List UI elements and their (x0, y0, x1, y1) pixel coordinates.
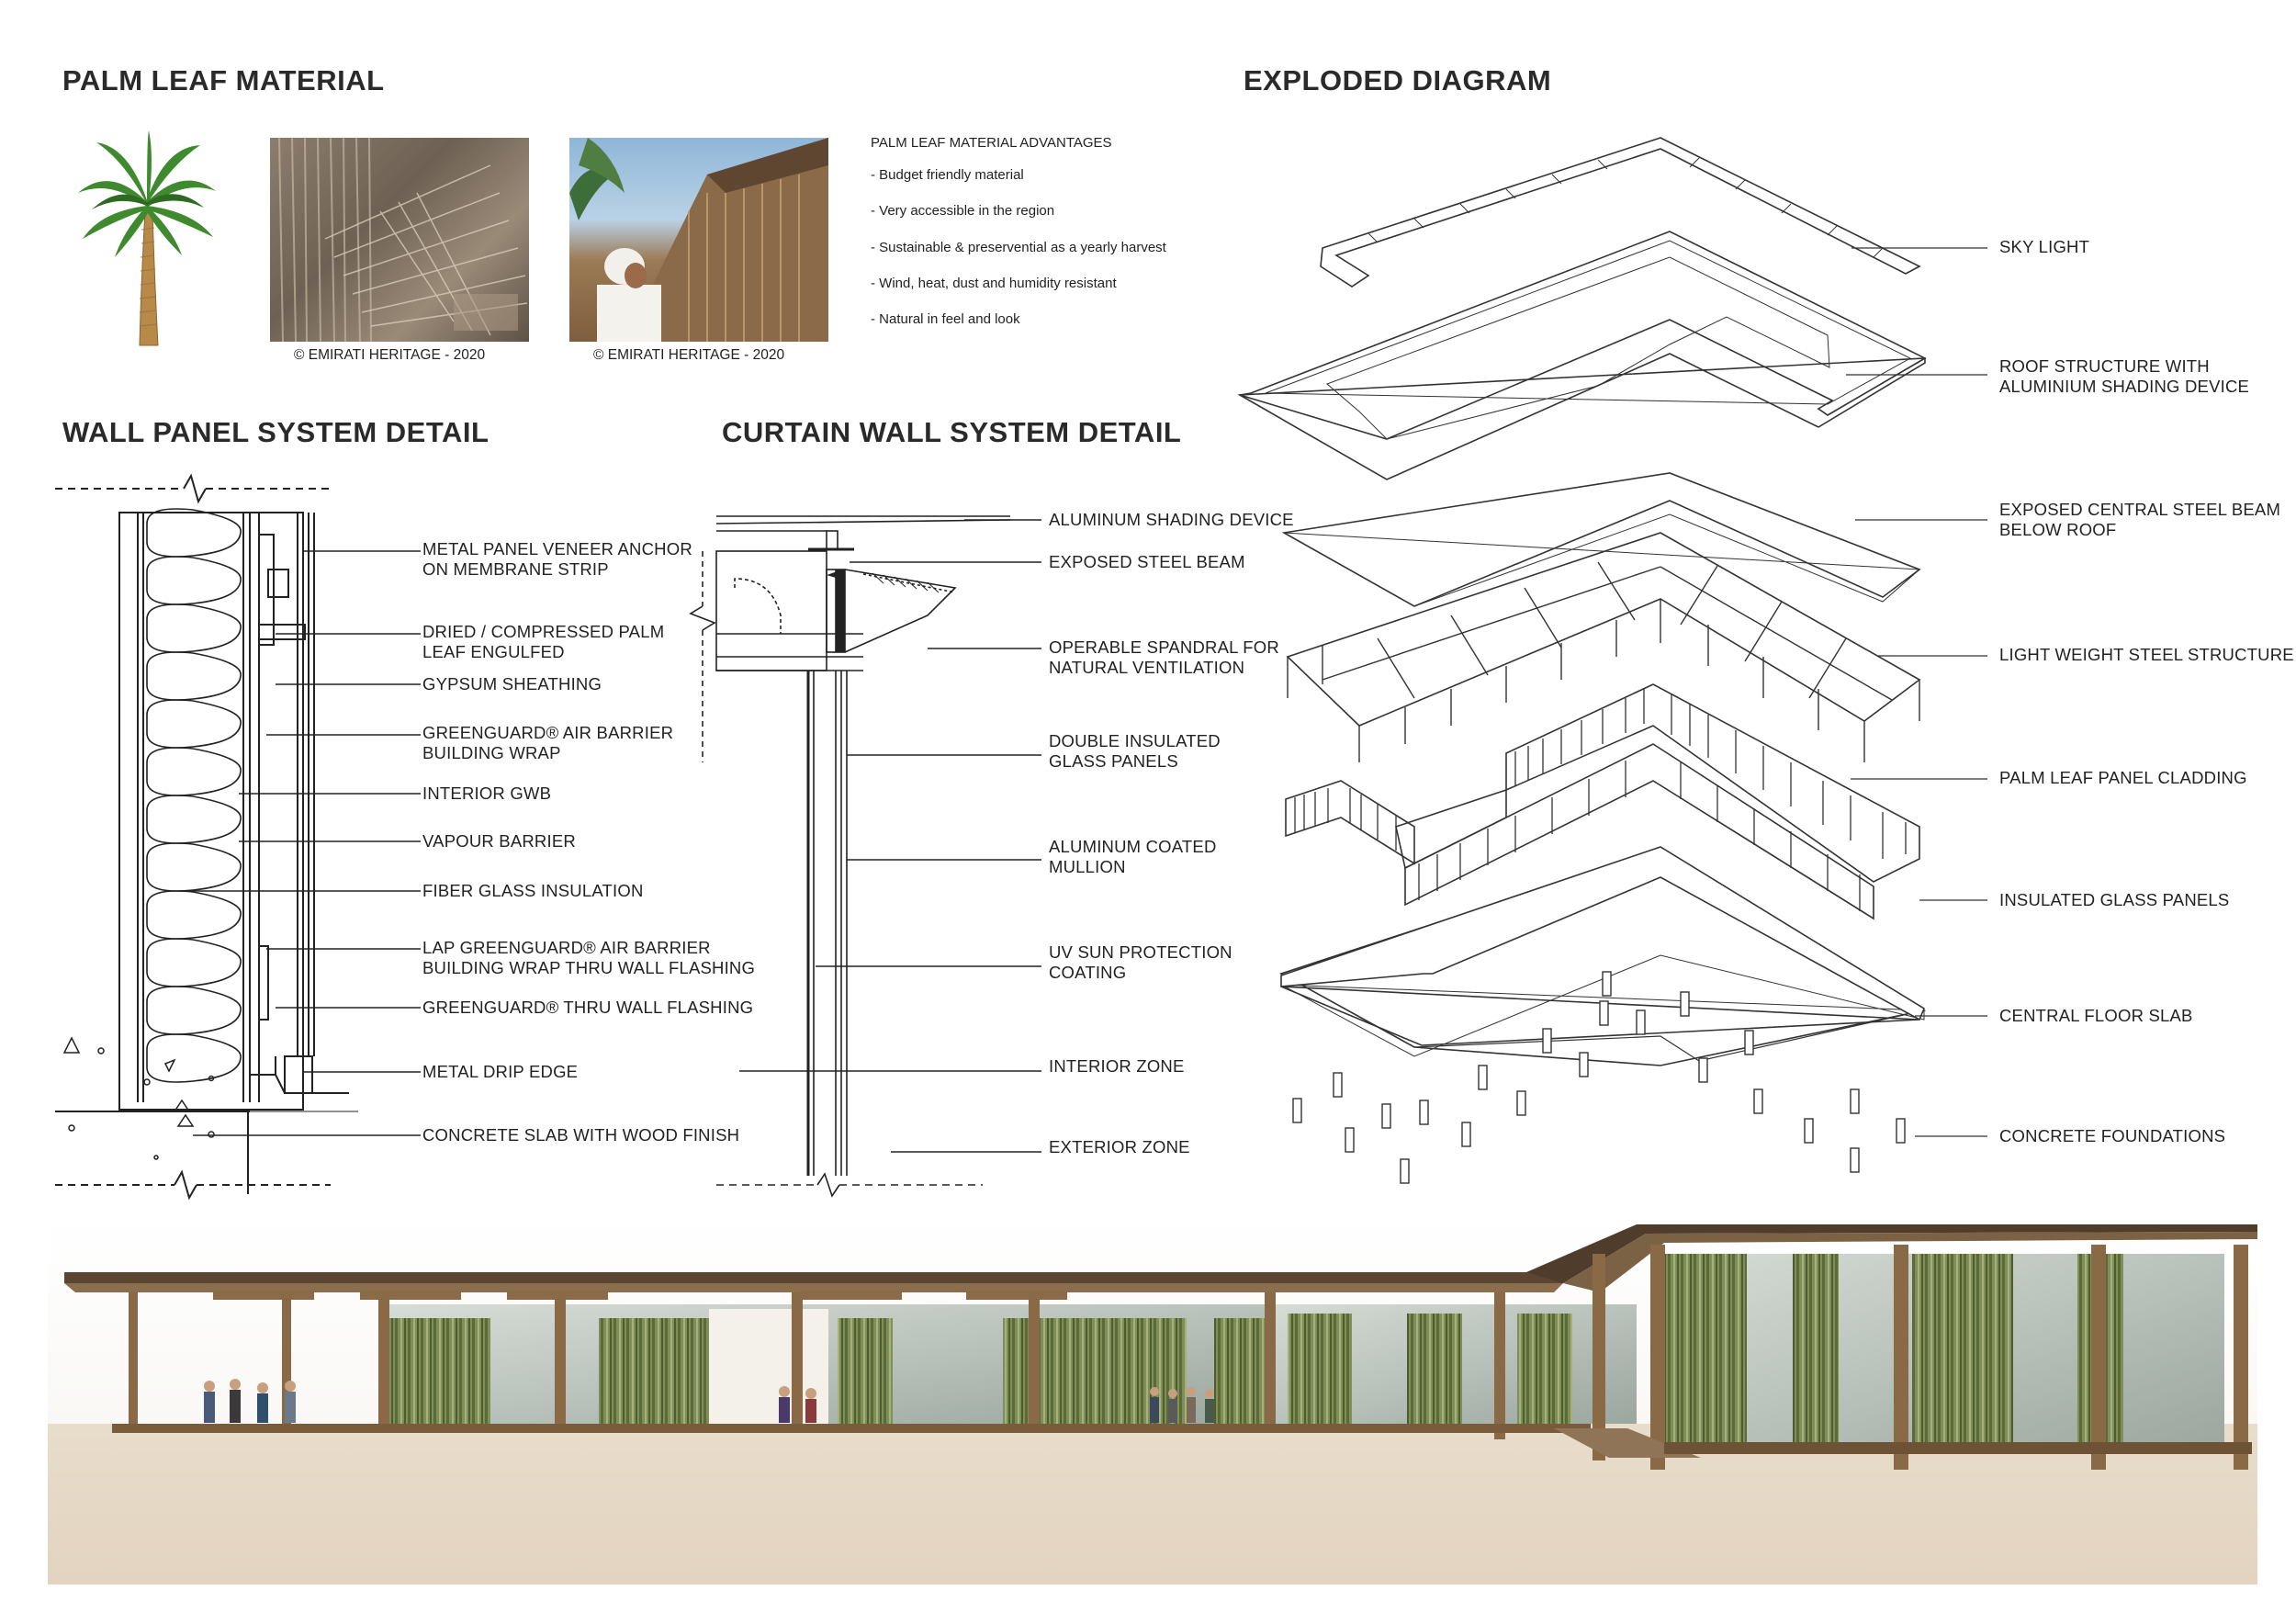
photo-credit-2: © EMIRATI HERITAGE - 2020 (593, 347, 785, 363)
wall-label-veneer-anchor: METAL PANEL VENEER ANCHOR ON MEMBRANE STRIP (422, 539, 692, 579)
exploded-label-palm-cladding: PALM LEAF PANEL CLADDING (1999, 768, 2247, 787)
exploded-label-roof-structure: ROOF STRUCTURE WITH ALUMINIUM SHADING DEVICE (1999, 356, 2250, 396)
advantage-item: - Sustainable & preservential as a yearly harvest (871, 240, 1166, 255)
wall-label-gypsum: GYPSUM SHEATHING (422, 674, 602, 694)
advantage-item: - Natural in feel and look (871, 311, 1020, 327)
advantage-item: - Very accessible in the region (871, 203, 1055, 219)
curtain-label-mullion: ALUMINUM COATED MULLION (1049, 837, 1217, 876)
curtain-label-steel-beam: EXPOSED STEEL BEAM (1049, 552, 1245, 571)
photo-credit-1: © EMIRATI HERITAGE - 2020 (294, 347, 486, 363)
wall-label-concrete-slab: CONCRETE SLAB WITH WOOD FINISH (422, 1125, 740, 1145)
exploded-label-foundations: CONCRETE FOUNDATIONS (1999, 1126, 2226, 1145)
curtain-label-glass-panels: DOUBLE INSULATED GLASS PANELS (1049, 731, 1221, 771)
pavilion-render (48, 1217, 2257, 1585)
exploded-label-steel-structure: LIGHT WEIGHT STEEL STRUCTURE (1999, 645, 2294, 664)
advantage-item: - Wind, heat, dust and humidity resistant (871, 276, 1117, 291)
advantages-title: PALM LEAF MATERIAL ADVANTAGES (871, 135, 1112, 151)
advantage-item: - Budget friendly material (871, 167, 1024, 183)
curtain-label-operable-spandrel: OPERABLE SPANDRAL FOR NATURAL VENTILATION (1049, 637, 1279, 677)
exploded-label-sky-light: SKY LIGHT (1999, 237, 2090, 256)
exploded-label-glass-panels: INSULATED GLASS PANELS (1999, 890, 2230, 909)
wall-label-thru-wall-flashing: GREENGUARD® THRU WALL FLASHING (422, 998, 754, 1017)
curtain-wall-detail-heading: CURTAIN WALL SYSTEM DETAIL (722, 416, 1182, 448)
wall-panel-detail-heading: WALL PANEL SYSTEM DETAIL (62, 416, 490, 448)
curtain-label-shading-device: ALUMINUM SHADING DEVICE (1049, 510, 1294, 529)
wall-label-lap-air-barrier: LAP GREENGUARD® AIR BARRIER BUILDING WRAP THRU WALL FLASHING (422, 938, 756, 977)
curtain-label-exterior-zone: EXTERIOR ZONE (1049, 1137, 1190, 1156)
wall-label-air-barrier: GREENGUARD® AIR BARRIER BUILDING WRAP (422, 723, 674, 762)
wall-label-vapour-barrier: VAPOUR BARRIER (422, 831, 576, 851)
curtain-label-interior-zone: INTERIOR ZONE (1049, 1056, 1185, 1076)
palm-leaf-material-heading: PALM LEAF MATERIAL (62, 64, 385, 96)
curtain-label-uv-coating: UV SUN PROTECTION COATING (1049, 942, 1232, 982)
exploded-diagram-heading: EXPLODED DIAGRAM (1244, 64, 1552, 96)
wall-label-drip-edge: METAL DRIP EDGE (422, 1062, 579, 1081)
wall-label-palm-leaf: DRIED / COMPRESSED PALM LEAF ENGULFED (422, 622, 665, 661)
wall-label-insulation: FIBER GLASS INSULATION (422, 881, 644, 900)
wall-label-interior-gwb: INTERIOR GWB (422, 784, 552, 803)
exploded-label-floor-slab: CENTRAL FLOOR SLAB (1999, 1006, 2193, 1025)
exploded-label-central-beam: EXPOSED CENTRAL STEEL BEAM BELOW ROOF (1999, 500, 2281, 539)
